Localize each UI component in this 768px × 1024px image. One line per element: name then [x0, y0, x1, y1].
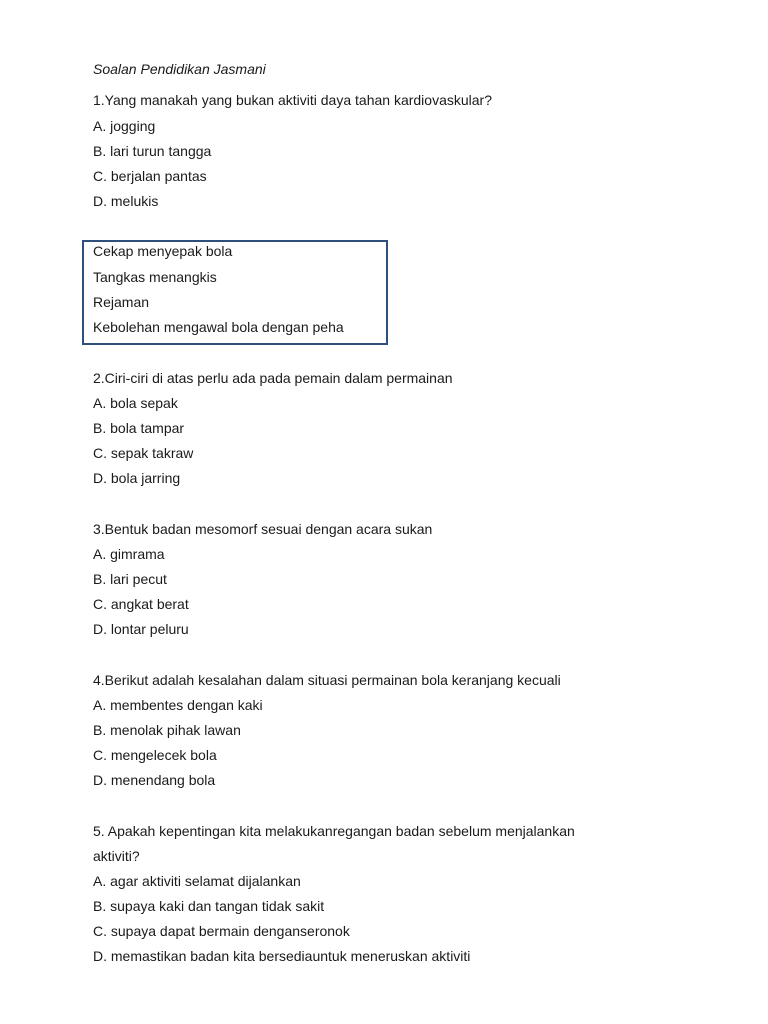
- q2-option-b: B. bola tampar: [93, 420, 185, 436]
- q5-option-a: A. agar aktiviti selamat dijalankan: [93, 873, 301, 889]
- q5-option-d: D. memastikan badan kita bersediauntuk meneruskan aktiviti: [93, 948, 471, 964]
- q2-option-c: C. sepak takraw: [93, 445, 194, 461]
- q1-option-d: D. melukis: [93, 193, 159, 209]
- q4-option-a: A. membentes dengan kaki: [93, 697, 263, 713]
- question-1: 1.Yang manakah yang bukan aktiviti daya tahan kardiovaskular?: [93, 92, 492, 108]
- q4-option-b: B. menolak pihak lawan: [93, 722, 241, 738]
- box-item-3: Rejaman: [93, 294, 150, 310]
- question-4: 4.Berikut adalah kesalahan dalam situasi permainan bola keranjang kecuali: [93, 672, 561, 688]
- box-item-1: Cekap menyepak bola: [93, 243, 233, 259]
- q1-option-c: C. berjalan pantas: [93, 168, 207, 184]
- q2-option-a: A. bola sepak: [93, 395, 178, 411]
- q3-option-b: B. lari pecut: [93, 571, 167, 587]
- q1-option-b: B. lari turun tangga: [93, 143, 212, 159]
- box-item-2: Tangkas menangkis: [93, 269, 217, 285]
- q3-option-a: A. gimrama: [93, 546, 165, 562]
- document-title: Soalan Pendidikan Jasmani: [93, 61, 266, 77]
- q4-option-d: D. menendang bola: [93, 772, 216, 788]
- question-5-line-1: 5. Apakah kepentingan kita melakukanregangan badan sebelum menjalankan: [93, 823, 575, 839]
- question-5-line-2: aktiviti?: [93, 848, 140, 864]
- question-2: 2.Ciri-ciri di atas perlu ada pada pemain dalam permainan: [93, 370, 453, 386]
- q1-option-a: A. jogging: [93, 118, 156, 134]
- q5-option-b: B. supaya kaki dan tangan tidak sakit: [93, 898, 325, 914]
- q2-option-d: D. bola jarring: [93, 470, 181, 486]
- q4-option-c: C. mengelecek bola: [93, 747, 217, 763]
- box-item-4: Kebolehan mengawal bola dengan peha: [93, 319, 344, 335]
- q3-option-c: C. angkat berat: [93, 596, 189, 612]
- q5-option-c: C. supaya dapat bermain denganseronok: [93, 923, 350, 939]
- q3-option-d: D. lontar peluru: [93, 621, 189, 637]
- question-3: 3.Bentuk badan mesomorf sesuai dengan acara sukan: [93, 521, 433, 537]
